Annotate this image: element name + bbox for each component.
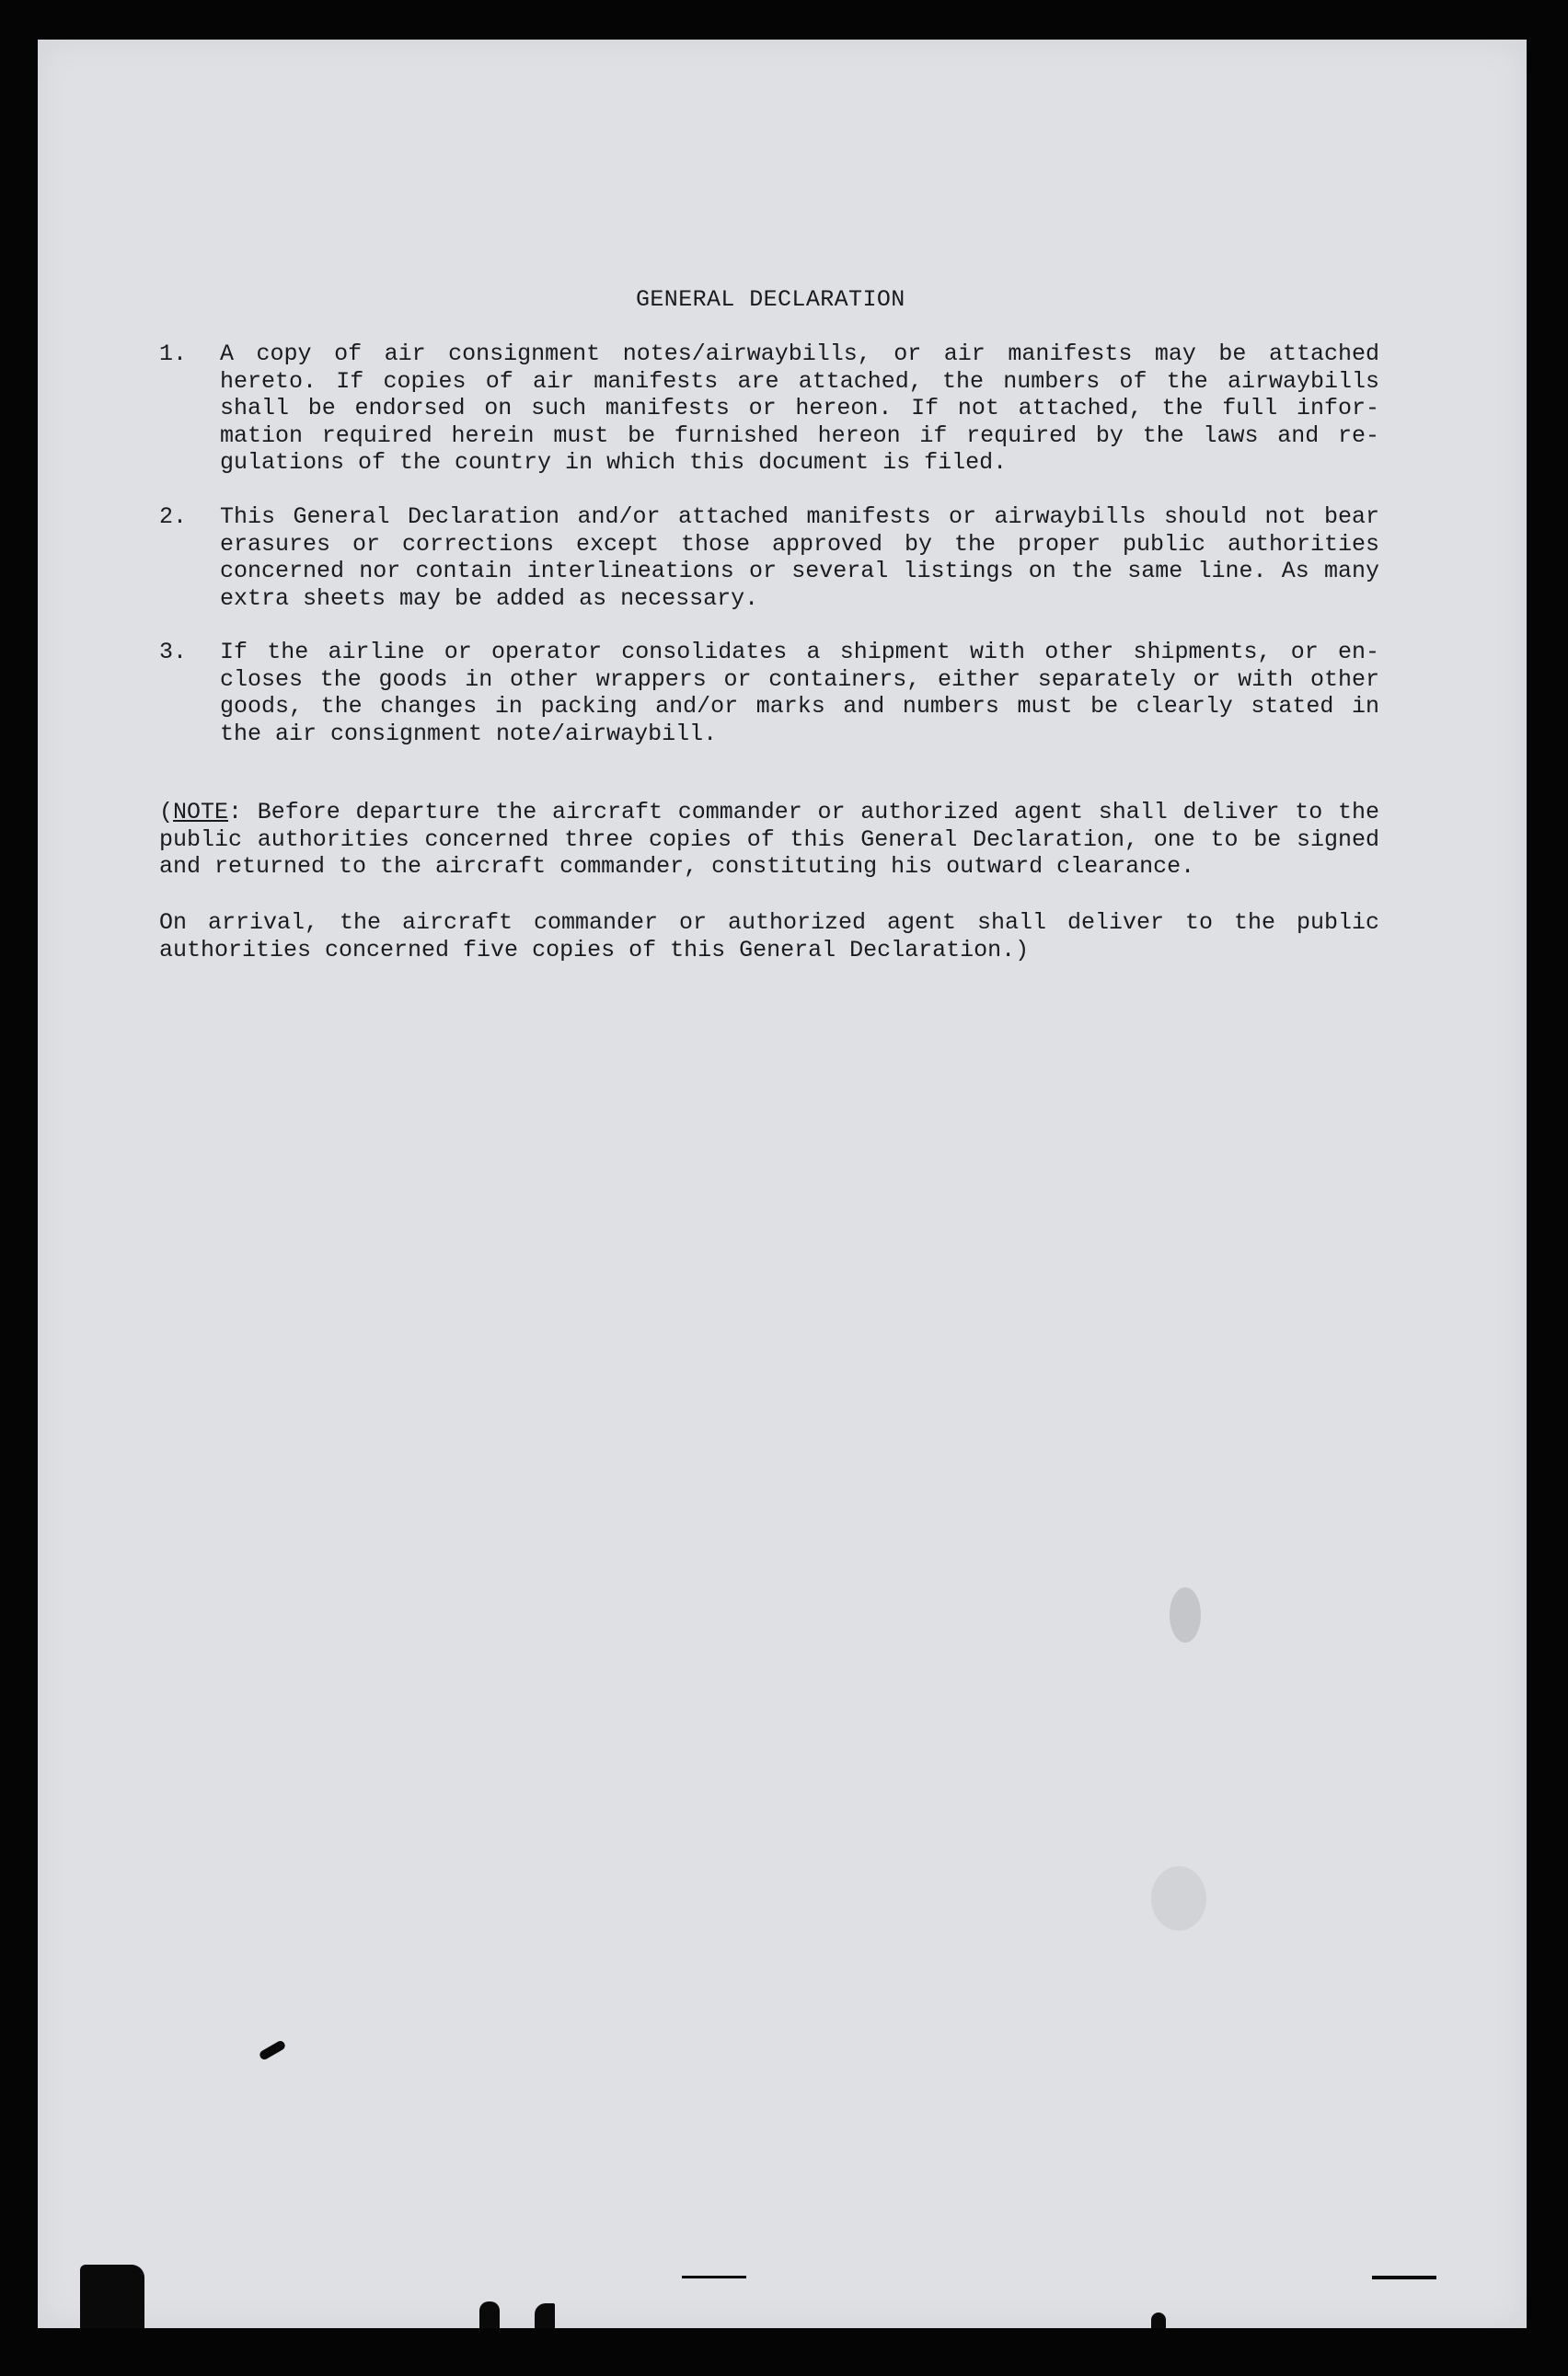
document-page [38, 40, 1527, 2328]
note-text: Before departure the aircraft commander or authorized agent shall deliver to the public authorities concerned three copies of this General Declaration, one to be signed and returned to the aircraft commander, constituting his outward clearance. [159, 799, 1379, 881]
arrival-paragraph: On arrival, the aircraft commander or authorized agent shall deliver to the public authorities concerned five copies of this General Declaration.) [159, 909, 1379, 963]
scan-blot [479, 2301, 500, 2328]
document-title: GENERAL DECLARATION [636, 286, 905, 313]
item-2-number: 2. [159, 503, 188, 530]
item-2-text: This General Declaration and/or attached manifests or airwaybills should not bear erasures or corrections except those approved by the proper public authorities concerned nor contain interlineations or several listings on the same line. As many extra sheets may be added as necessary. [220, 503, 1379, 612]
scan-blot [535, 2303, 555, 2328]
item-3-text: If the airline or operator consolidates a shipment with other shipments, or en-closes the goods in other wrappers or containers, either separately or with other goods, the changes in packing and/or marks and numbers must be clearly stated in the air consignment note/airwaybill. [220, 639, 1379, 747]
smudge-mark [1170, 1587, 1201, 1643]
note-label: NOTE [173, 799, 229, 825]
item-1-text: A copy of air consignment notes/airwaybills, or air manifests may be attached hereto. If copies of air manifests are attached, the numbers of the airwaybills shall be endorsed on such manifests or hereon. If not attached, the full infor-mation required herein must be furnished hereon if required by the laws and re-gulations of the country in which this document is filed. [220, 340, 1379, 477]
scan-blot [682, 2276, 746, 2278]
scan-blot [80, 2265, 144, 2328]
note-open-paren: ( [159, 799, 174, 825]
item-1-number: 1. [159, 340, 188, 367]
note-paragraph [159, 799, 1379, 881]
scan-blot [1372, 2276, 1436, 2279]
scan-blot [1151, 2313, 1166, 2328]
note-colon: : [228, 799, 243, 825]
smudge-mark [1151, 1866, 1206, 1931]
item-3-number: 3. [159, 639, 188, 665]
scan-blot [259, 2039, 287, 2061]
